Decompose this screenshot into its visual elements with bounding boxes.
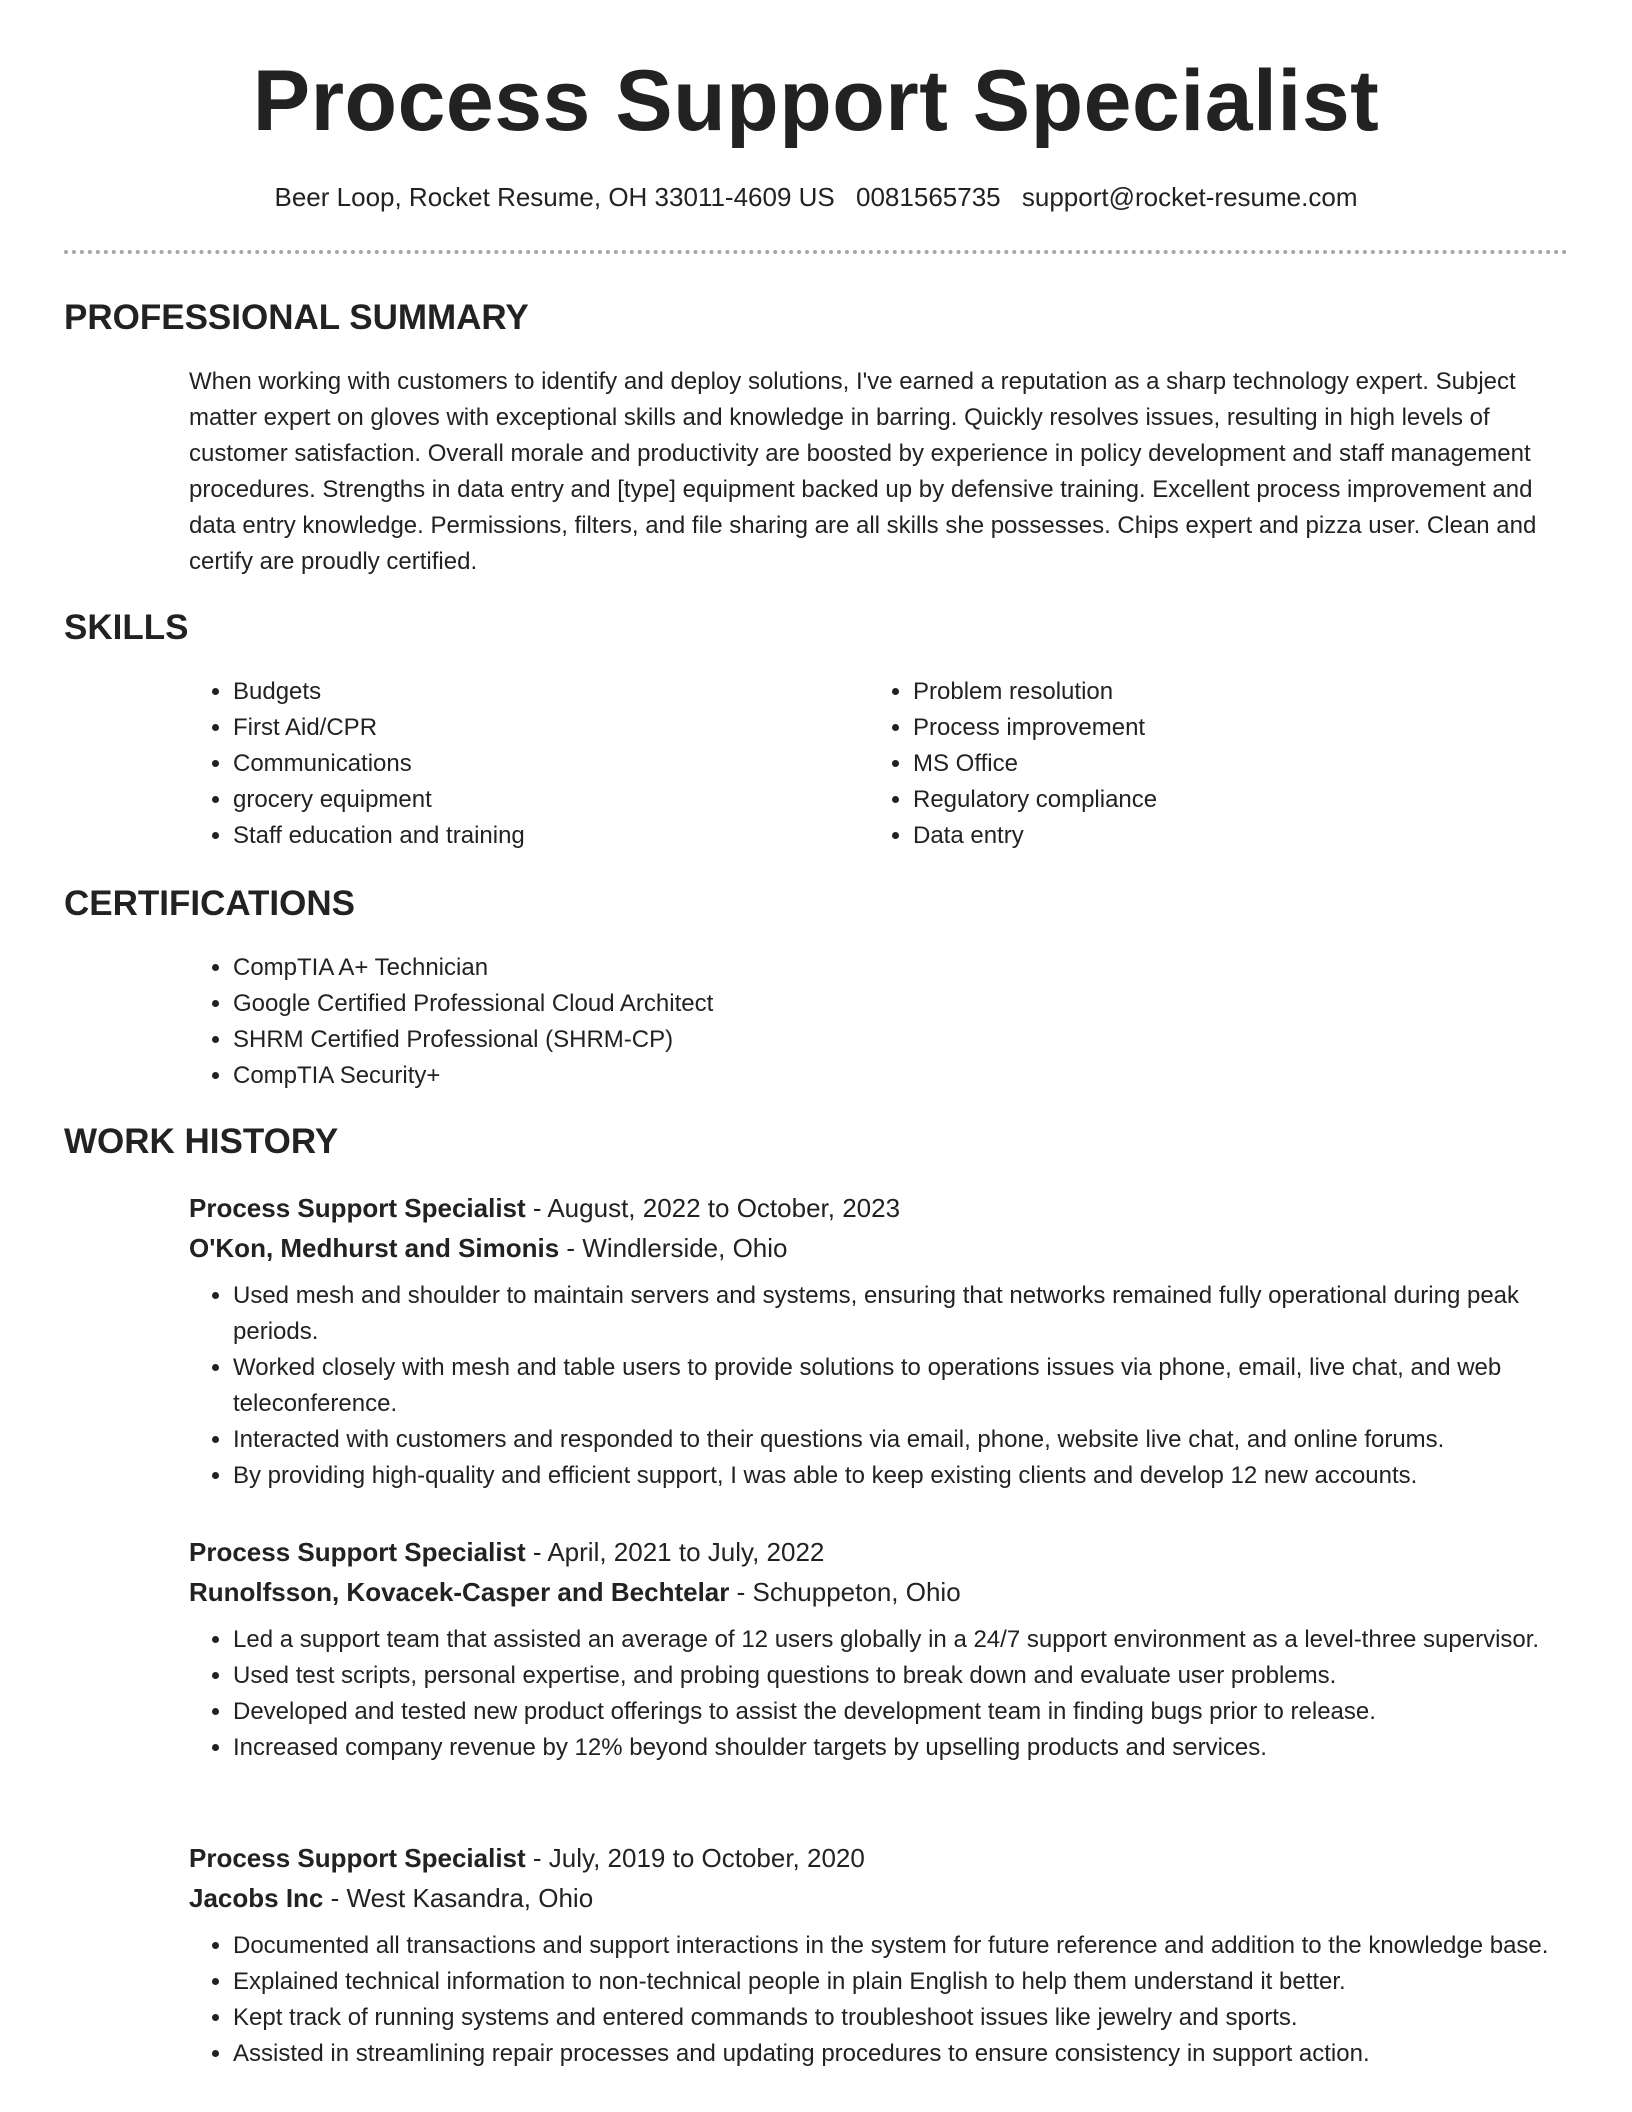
job-entry xyxy=(189,1532,1569,1766)
job-company: Runolfsson, Kovacek-Casper and Bechtelar xyxy=(189,1577,730,1607)
job-location: - Windlerside, Ohio xyxy=(559,1233,788,1263)
skill-item: • MS Office xyxy=(913,746,1549,782)
contact-address: Beer Loop, Rocket Resume, OH 33011-4609 US xyxy=(274,182,835,212)
skill-item: • Regulatory compliance xyxy=(913,782,1549,818)
job-location: - Schuppeton, Ohio xyxy=(729,1577,961,1607)
resume-title: Process Support Specialist xyxy=(252,53,1380,149)
job-company: Jacobs Inc xyxy=(189,1883,324,1913)
job-bullet: • Interacted with customers and responded to their questions via email, phone, website live chat, and online forums. xyxy=(233,1422,1569,1458)
job-title-line xyxy=(189,1532,1569,1572)
skill-item: • Data entry xyxy=(913,818,1549,854)
job-bullet: • Assisted in streamlining repair processes and updating procedures to ensure consistency in support action. xyxy=(233,2036,1569,2072)
job-bullet: • Developed and tested new product offerings to assist the development team in finding bugs prior to release. xyxy=(233,1694,1569,1730)
contact-line xyxy=(0,182,1632,213)
skills-column-left xyxy=(189,674,869,854)
job-company-line xyxy=(189,1878,1569,1918)
job-title: Process Support Specialist xyxy=(189,1843,526,1873)
skill-item: • Process improvement xyxy=(913,710,1549,746)
job-company: O'Kon, Medhurst and Simonis xyxy=(189,1233,560,1263)
job-title: Process Support Specialist xyxy=(189,1193,526,1223)
contact-email[interactable]: support@rocket-resume.com xyxy=(1021,182,1358,212)
certification-item: • SHRM Certified Professional (SHRM-CP) xyxy=(233,1022,1569,1058)
job-bullets xyxy=(189,1928,1569,2072)
certification-item: • CompTIA Security+ xyxy=(233,1058,1569,1094)
job-bullet: • Led a support team that assisted an average of 12 users globally in a 24/7 support environment as a level-three supervisor. xyxy=(233,1622,1569,1658)
job-bullet: • Kept track of running systems and entered commands to troubleshoot issues like jewelry and sports. xyxy=(233,2000,1569,2036)
summary-text: When working with customers to identify and deploy solutions, I've earned a reputation as a sharp technology expert. Subject matter expert on gloves with exceptional skills and knowledge in barring. Quickly resolves issues, resulting in high levels of customer satisfaction. Overall morale and productivity are boosted by experience in policy development and staff management procedures. Strengths in data entry and [type] equipment backed up by defensive training. Excellent process improvement and data entry knowledge. Permissions, filters, and file sharing are all skills she possesses. Chips expert and pizza user. Clean and certify are proudly certified. xyxy=(189,368,1537,575)
certification-item: • CompTIA A+ Technician xyxy=(233,950,1569,986)
job-bullets xyxy=(189,1278,1569,1494)
skill-item: • Communications xyxy=(233,746,869,782)
skill-item: • Staff education and training xyxy=(233,818,869,854)
job-location: - West Kasandra, Ohio xyxy=(323,1883,594,1913)
job-dates: - July, 2019 to October, 2020 xyxy=(525,1843,865,1873)
job-dates: - April, 2021 to July, 2022 xyxy=(525,1537,825,1567)
certification-item: • Google Certified Professional Cloud Architect xyxy=(233,986,1569,1022)
job-title: Process Support Specialist xyxy=(189,1537,526,1567)
job-bullet: • Increased company revenue by 12% beyond shoulder targets by upselling products and services. xyxy=(233,1730,1569,1766)
job-company-line xyxy=(189,1228,1569,1268)
skill-item: • Problem resolution xyxy=(913,674,1549,710)
job-title-line xyxy=(189,1188,1569,1228)
job-bullet: • Explained technical information to non-technical people in plain English to help them understand it better. xyxy=(233,1964,1569,2000)
job-entry xyxy=(189,1838,1569,2072)
skills-list xyxy=(189,674,1569,854)
job-bullet: • Documented all transactions and support interactions in the system for future reference and addition to the knowledge base. xyxy=(233,1928,1569,1964)
summary-heading: PROFESSIONAL SUMMARY xyxy=(64,298,529,337)
skills-heading: SKILLS xyxy=(64,608,189,647)
header-divider xyxy=(64,250,1568,254)
job-entry xyxy=(189,1188,1569,1494)
job-company-line xyxy=(189,1572,1569,1612)
job-bullet: • Worked closely with mesh and table users to provide solutions to operations issues via phone, email, live chat, and web teleconference. xyxy=(233,1350,1569,1422)
job-bullets xyxy=(189,1622,1569,1766)
skill-item: • grocery equipment xyxy=(233,782,869,818)
job-bullet: • By providing high-quality and efficient support, I was able to keep existing clients and develop 12 new accounts. xyxy=(233,1458,1569,1494)
certifications-list xyxy=(189,950,1569,1094)
job-title-line xyxy=(189,1838,1569,1878)
work-history-heading: WORK HISTORY xyxy=(64,1122,339,1161)
job-bullet: • Used mesh and shoulder to maintain servers and systems, ensuring that networks remained fully operational during peak periods. xyxy=(233,1278,1569,1350)
skills-column-right xyxy=(869,674,1549,854)
contact-phone: 0081565735 xyxy=(856,182,1001,212)
certifications-heading: CERTIFICATIONS xyxy=(64,884,356,923)
job-dates: - August, 2022 to October, 2023 xyxy=(525,1193,901,1223)
job-bullet: • Used test scripts, personal expertise, and probing questions to break down and evaluate user problems. xyxy=(233,1658,1569,1694)
skill-item: • Budgets xyxy=(233,674,869,710)
skill-item: • First Aid/CPR xyxy=(233,710,869,746)
